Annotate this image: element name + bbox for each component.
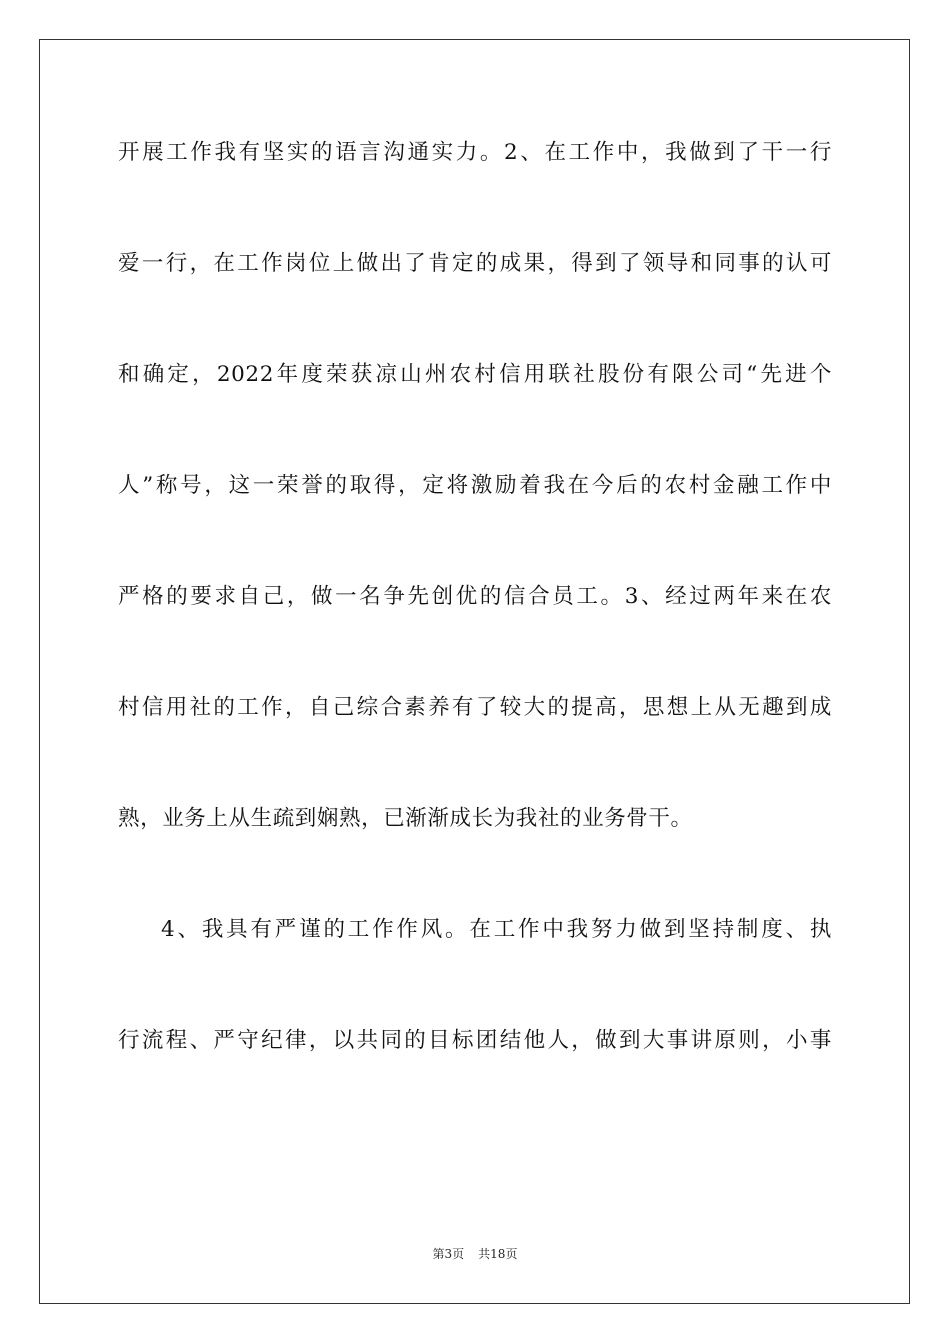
- paragraph-line: 开展工作我有坚实的语言沟通实力。2、在工作中，我做到了干一行: [118, 140, 832, 165]
- page-footer: [0, 1246, 950, 1262]
- paragraph-line: 爱一行，在工作岗位上做出了肯定的成果，得到了领导和同事的认可: [118, 251, 832, 276]
- paragraph-line: 严格的要求自己，做一名争先创优的信合员工。3、经过两年来在农: [118, 584, 832, 609]
- page-total: 共18页: [478, 1247, 518, 1261]
- paragraph-line: 人”称号，这一荣誉的取得，定将激励着我在今后的农村金融工作中: [118, 473, 832, 498]
- paragraph-line: 和确定，2022年度荣获凉山州农村信用联社股份有限公司“先进个: [118, 362, 832, 387]
- paragraph-line: 行流程、严守纪律，以共同的目标团结他人，做到大事讲原则，小事: [118, 1028, 832, 1053]
- page-number: 第3页: [432, 1247, 465, 1261]
- page-border: [39, 39, 910, 1304]
- paragraph-line: 熟，业务上从生疏到娴熟，已渐渐成长为我社的业务骨干。: [118, 806, 693, 831]
- paragraph-line: 村信用社的工作，自己综合素养有了较大的提高，思想上从无趣到成: [118, 695, 832, 720]
- paragraph-first-line: 4、我具有严谨的工作作风。在工作中我努力做到坚持制度、执: [161, 917, 832, 942]
